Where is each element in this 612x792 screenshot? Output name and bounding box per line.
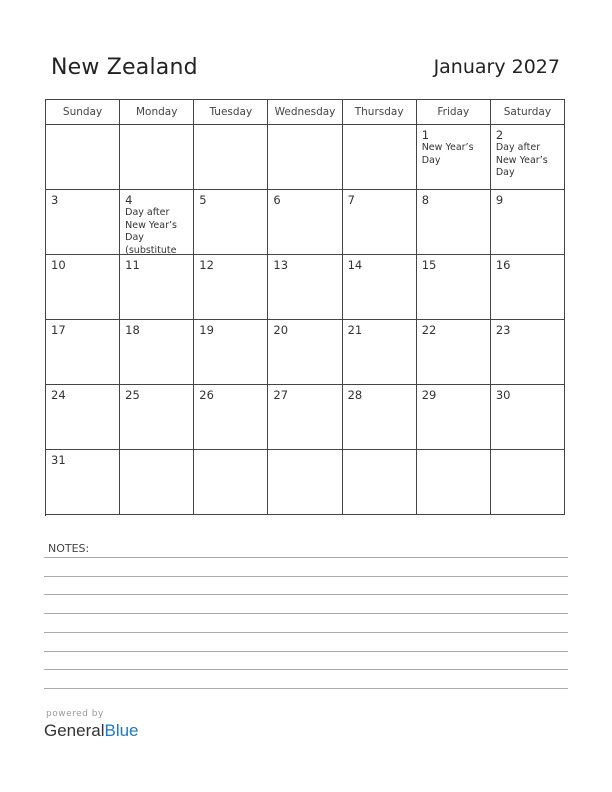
day-cell [417, 255, 491, 320]
day-number: 1 [421, 128, 430, 142]
calendar-week-row [46, 385, 565, 450]
day-cell [120, 190, 194, 255]
day-number: 23 [495, 323, 511, 337]
day-cell [343, 320, 417, 385]
page-title: New Zealand [51, 55, 198, 80]
day-cell [343, 190, 417, 255]
holiday-label: Day [421, 154, 441, 166]
day-cell [194, 320, 268, 385]
weekday-friday: Friday [417, 100, 491, 125]
day-cell [343, 450, 417, 515]
holiday-label: New Year’s [495, 154, 548, 166]
note-line [44, 594, 568, 595]
day-number: 8 [421, 193, 430, 207]
day-cell [268, 450, 342, 515]
day-cell [46, 255, 120, 320]
day-number: 30 [495, 388, 511, 402]
calendar-weeks [46, 125, 565, 515]
calendar-week-row [46, 190, 565, 255]
day-cell [417, 450, 491, 515]
day-number: 9 [495, 193, 504, 207]
brand-name-part2: Blue [104, 721, 139, 740]
day-cell [120, 125, 194, 190]
day-cell [268, 255, 342, 320]
day-cell [194, 255, 268, 320]
day-cell [268, 320, 342, 385]
day-number: 12 [199, 258, 214, 272]
day-number: 26 [199, 388, 214, 402]
day-number: 7 [347, 193, 355, 207]
day-number: 24 [51, 388, 66, 402]
day-cell [417, 385, 491, 450]
day-cell [491, 125, 565, 190]
day-number: 15 [421, 258, 437, 272]
day-number: 19 [199, 323, 214, 337]
day-number: 13 [273, 258, 289, 272]
powered-by-text: powered by [46, 709, 104, 719]
day-cell [194, 190, 268, 255]
note-line [44, 613, 568, 614]
day-cell [491, 320, 565, 385]
day-cell [268, 385, 342, 450]
weekday-thursday: Thursday [343, 100, 417, 125]
calendar-week-row [46, 320, 565, 385]
day-cell [417, 125, 491, 190]
day-number: 6 [273, 193, 281, 207]
day-cell [46, 450, 120, 515]
holiday-label: New Year’s [125, 219, 177, 231]
calendar-week-row [46, 255, 565, 320]
day-number: 17 [51, 323, 66, 337]
day-number: 20 [273, 323, 289, 337]
day-cell [268, 190, 342, 255]
note-line [44, 557, 568, 558]
weekday-saturday: Saturday [491, 100, 565, 125]
weekday-tuesday: Tuesday [194, 100, 268, 125]
day-cell [120, 450, 194, 515]
brand-name-part1: General [44, 721, 105, 740]
day-cell [194, 450, 268, 515]
day-number: 14 [347, 258, 363, 272]
day-cell [491, 450, 565, 515]
notes-label: NOTES: [48, 542, 90, 555]
note-line [44, 651, 568, 652]
day-number: 21 [347, 323, 363, 337]
day-number: 27 [273, 388, 289, 402]
day-cell [120, 255, 194, 320]
day-cell [120, 320, 194, 385]
weekday-wednesday: Wednesday [268, 100, 342, 125]
day-cell [491, 385, 565, 450]
day-number: 5 [199, 193, 207, 207]
day-cell [268, 125, 342, 190]
day-cell [194, 385, 268, 450]
holiday-label: Day [495, 167, 515, 178]
note-line [44, 632, 568, 633]
holiday-label: Day after [125, 207, 170, 218]
calendar-week-row [46, 450, 565, 515]
holiday-label: (substitute [125, 244, 177, 255]
day-cell [194, 125, 268, 190]
generalblue-logo [44, 721, 139, 741]
holiday-label: New Year’s [421, 142, 474, 153]
month-year-title: January 2027 [433, 56, 560, 78]
day-number: 22 [421, 323, 437, 337]
calendar-grid [45, 99, 565, 516]
day-cell [343, 385, 417, 450]
day-cell [343, 255, 417, 320]
day-number: 31 [51, 453, 66, 467]
weekday-monday: Monday [120, 100, 194, 125]
holiday-label: Day [125, 232, 144, 243]
note-line [44, 576, 568, 577]
day-cell [46, 190, 120, 255]
calendar-week-row [46, 125, 565, 190]
weekday-header-row [46, 100, 565, 125]
day-number: 16 [495, 258, 511, 272]
day-cell [417, 320, 491, 385]
day-cell [120, 385, 194, 450]
note-line [44, 669, 568, 670]
day-number: 28 [347, 388, 363, 402]
day-number: 18 [125, 323, 140, 337]
day-number: 10 [51, 258, 66, 272]
day-cell [46, 320, 120, 385]
day-number: 3 [51, 193, 59, 207]
day-cell [491, 190, 565, 255]
weekday-sunday: Sunday [46, 100, 120, 125]
holiday-label: Day after [495, 142, 541, 153]
day-cell [417, 190, 491, 255]
day-cell [46, 385, 120, 450]
day-number: 4 [125, 193, 133, 207]
day-cell [46, 125, 120, 190]
day-number: 11 [125, 258, 140, 272]
day-number: 29 [421, 388, 437, 402]
note-line [44, 688, 568, 689]
day-number: 25 [125, 388, 140, 402]
day-number: 2 [495, 128, 504, 142]
day-cell [343, 125, 417, 190]
day-cell [491, 255, 565, 320]
